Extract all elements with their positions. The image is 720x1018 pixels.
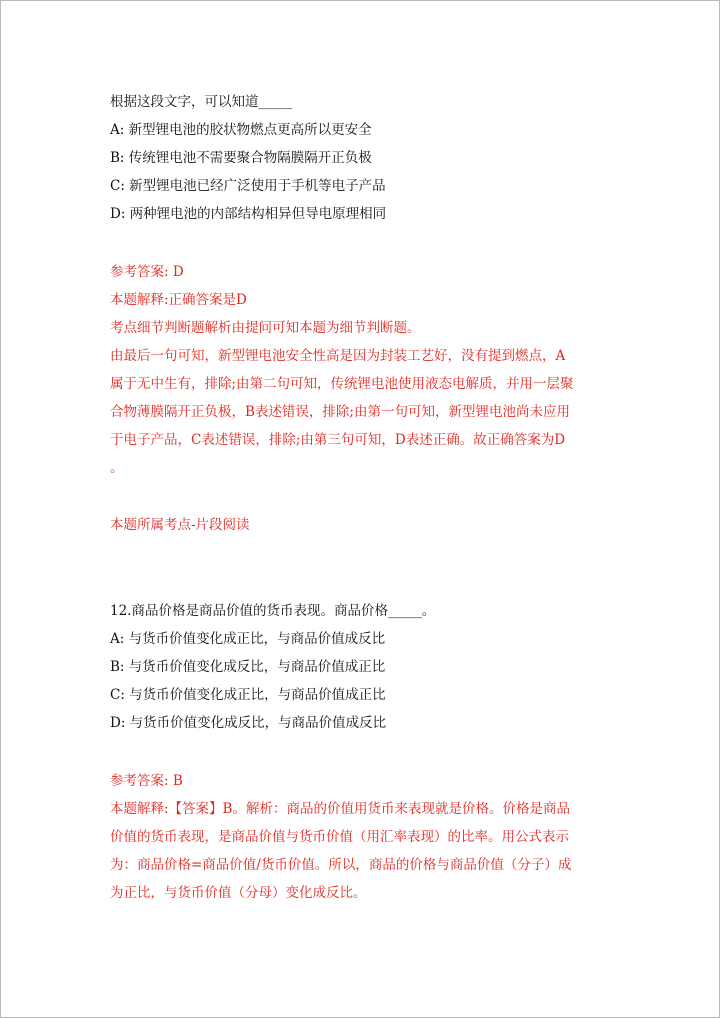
q12-explanation-line: 本题解释:【答案】B。解析：商品的价值用货币来表现就是价格。价格是商品 [110,801,570,817]
q11-explanation-line: 。 [110,460,124,476]
q12-explanation-line: 价值的货币表现，是商品价值与货币价值（用汇率表现）的比率。用公式表示 [110,829,569,845]
q11-explanation-line: 考点细节判断题解析由提问可知本题为细节判断题。 [110,320,421,336]
q12-option-a: A: 与货币价值变化成正比，与商品价值成反比 [110,631,386,647]
q11-option-d: D: 两种锂电池的内部结构相异但导电原理相同 [110,206,387,222]
q12-option-c: C: 与货币价值变化成正比，与商品价值成正比 [110,687,386,703]
q11-option-a: A: 新型锂电池的胶状物燃点更高所以更安全 [110,122,372,138]
q11-explanation-line: 于电子产品，C表述错误，排除;由第三句可知，D表述正确。故正确答案为D [110,432,566,448]
q11-explanation-line: 由最后一句可知，新型锂电池安全性高是因为封装工艺好，没有提到燃点，A [110,348,566,364]
q12-option-d: D: 与货币价值变化成反比，与商品价值成反比 [110,715,387,731]
q12-option-b: B: 与货币价值变化成反比，与商品价值成正比 [110,659,386,675]
q11-option-b: B: 传统锂电池不需要聚合物隔膜隔开正负极 [110,150,372,166]
q11-topic: 本题所属考点-片段阅读 [110,517,250,533]
q11-stem: 根据这段文字，可以知道_____ [110,94,293,110]
q12-explanation-line: 为正比，与货币价值（分母）变化成反比。 [110,885,367,901]
q11-explanation-line: 本题解释:正确答案是D [110,292,247,308]
q12-answer: 参考答案: B [110,773,183,789]
q11-explanation-line: 合物薄膜隔开正负极，B表述错误，排除;由第一句可知，新型锂电池尚未应用 [110,404,570,420]
q11-answer: 参考答案: D [110,264,184,280]
q12-stem: 12.商品价格是商品价值的货币表现。商品价格_____。 [110,603,436,619]
q12-explanation-line: 为：商品价格=商品价值/货币价值。所以，商品的价格与商品价值（分子）成 [110,857,572,873]
q11-explanation-line: 属于无中生有，排除;由第二句可知，传统锂电池使用液态电解质，并用一层聚 [110,376,574,392]
q11-option-c: C: 新型锂电池已经广泛使用于手机等电子产品 [110,178,386,194]
